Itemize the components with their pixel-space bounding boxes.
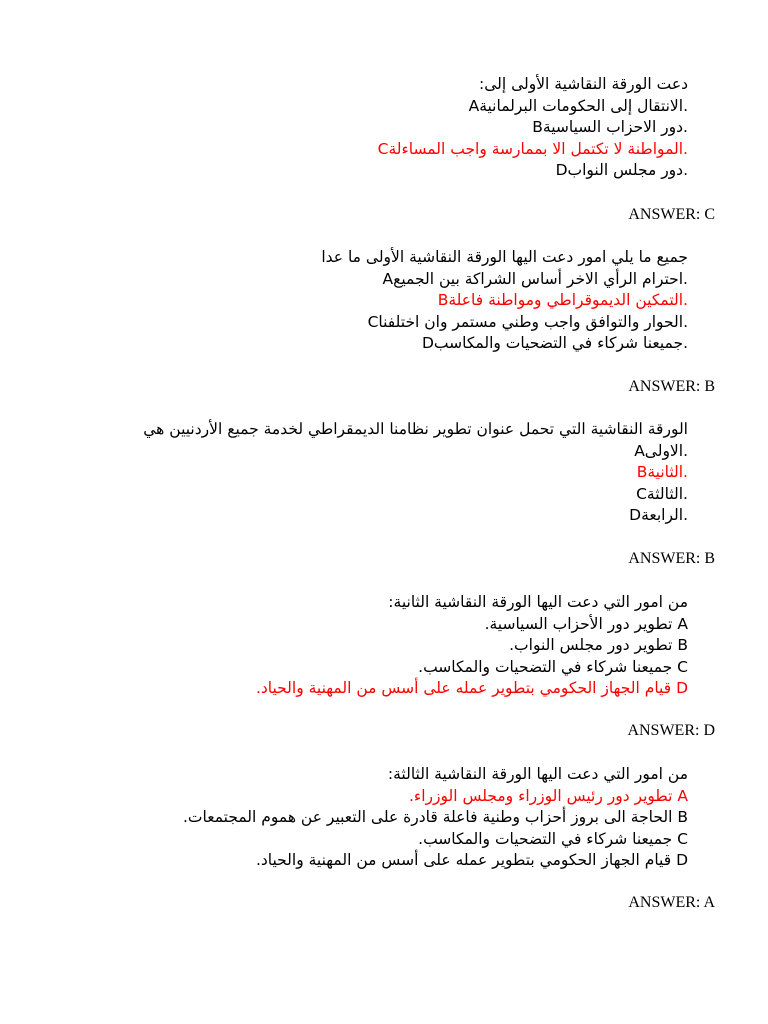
question-stem: جميع ما يلي امور دعت اليها الورقة النقاشية الأولى ما عدا <box>321 248 688 266</box>
option-c-correct: .المواطنة لا تكتمل الا بممارسة واجب المساءلةC <box>377 139 688 158</box>
question-2 <box>88 247 688 355</box>
option-d: .جميعنا شركاء في التضحيات والمكاسبD <box>421 334 688 353</box>
answer-line: ANSWER: D <box>627 722 715 739</box>
option-d: .دور مجلس النوابD <box>555 161 688 180</box>
option-c: C جميعنا شركاء في التضحيات والمكاسب. <box>418 829 688 848</box>
answer-line: ANSWER: A <box>628 894 715 911</box>
question-4 <box>88 592 688 700</box>
answer-line: ANSWER: B <box>628 550 715 567</box>
question-3 <box>88 419 688 527</box>
question-stem: الورقة النقاشية التي تحمل عنوان تطوير نظامنا الديمقراطي لخدمة جميع الأردنيين هي <box>143 420 688 438</box>
option-b-correct: .الثانيةB <box>636 463 688 482</box>
question-1 <box>88 74 688 182</box>
option-c: C جميعنا شركاء في التضحيات والمكاسب. <box>418 657 688 676</box>
option-b: B تطوير دور مجلس النواب. <box>509 636 688 655</box>
option-b: B الحاجة الى بروز أحزاب وطنية فاعلة قادرة على التعبير عن هموم المجتمعات. <box>182 808 688 827</box>
answer-line: ANSWER: B <box>628 378 715 395</box>
option-c: .الثالثةC <box>636 484 688 503</box>
question-stem: من امور التي دعت اليها الورقة النقاشية الثانية: <box>388 593 688 611</box>
option-d: .الرابعةD <box>629 506 688 525</box>
option-c: .الحوار والتوافق واجب وطني مستمر وان اختلفناC <box>367 312 688 331</box>
option-d: D قيام الجهاز الحكومي بتطوير عمله على أسس من المهنية والحياد. <box>255 851 688 870</box>
option-b-correct: .التمكين الديموقراطي ومواطنة فاعلةB <box>437 291 688 310</box>
option-a: .الانتقال إلى الحكومات البرلمانيةA <box>468 96 688 115</box>
option-b: .دور الاحزاب السياسيةB <box>532 118 688 137</box>
option-a: .الاولىA <box>634 441 688 460</box>
question-stem: من امور التي دعت اليها الورقة النقاشية الثالثة: <box>387 765 688 783</box>
option-a: A تطوير دور الأحزاب السياسية. <box>484 614 688 633</box>
question-stem: دعت الورقة النقاشية الأولى إلى: <box>478 75 688 93</box>
option-a-correct: A تطوير دور رئيس الوزراء ومجلس الوزراء. <box>409 786 688 805</box>
answer-line: ANSWER: C <box>628 206 715 223</box>
option-a: .احترام الرأي الاخر أساس الشراكة بين الجميعA <box>382 269 688 288</box>
question-5 <box>88 764 688 872</box>
option-d-correct: D قيام الجهاز الحكومي بتطوير عمله على أسس من المهنية والحياد. <box>255 679 688 698</box>
